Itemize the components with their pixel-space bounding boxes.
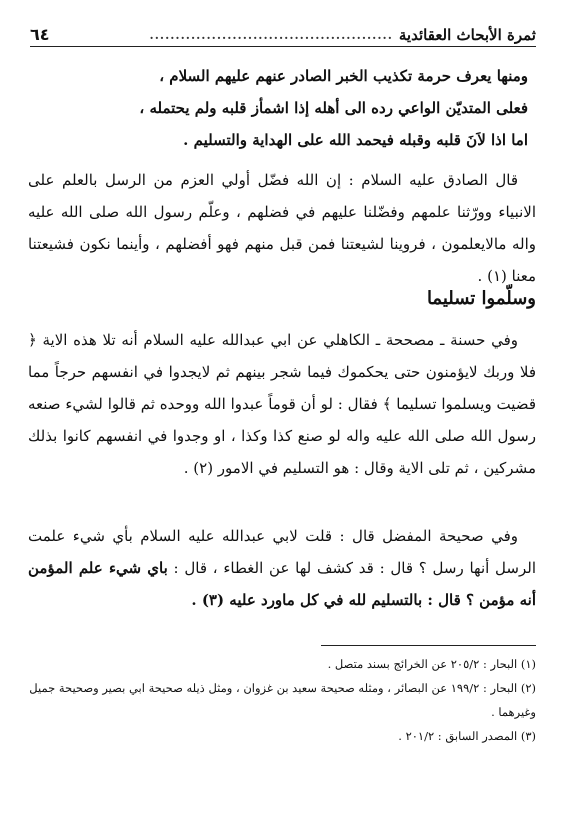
intro-line: فعلى المتديّن الواعي رده الى أهله إذا اشمأز قلبه ولم يحتمله ،	[139, 99, 528, 117]
footnote-divider	[321, 645, 536, 646]
paragraph-text: قال الصادق عليه السلام : إن الله فضّل أولي العزم من الرسل بالعلم على الانبياء وورّثنا علمهم وفضّلنا عليهم في فضلهم ، وعلّم رسول الله صلى الله عليه واله مالايعلمون ، فروينا لشيعتنا فمن قبل منهم فهو أفضلهم ، وأينما نكون فشيعتنا معنا (١) .	[28, 171, 536, 285]
paragraph-plain-part: وفي صحيحة المفضل قال : قلت لابي عبدالله عليه السلام بأي شيء علمت الرسل أنها رسل ؟ قال : قد كشف لها عن الغطاء ، قال :	[28, 527, 536, 577]
paragraph-mufaddal	[28, 520, 536, 616]
paragraph-bold-part: باي شيء علم المؤمن أنه مؤمن ؟ قال : بالتسليم لله في كل ماورد عليه (٣) .	[28, 559, 536, 609]
footnote-item: (٣) المصدر السابق : ٢٠١/٢ .	[398, 729, 536, 743]
leader-dots: ...............................................	[149, 28, 393, 42]
intro-line: ومنها يعرف حرمة تكذيب الخبر الصادر عنهم عليهم السلام ،	[159, 67, 528, 85]
footnotes	[28, 652, 536, 748]
intro-line: اما اذا لاَنَ قلبه وقبله فيحمد الله على الهداية والتسليم .	[183, 131, 528, 149]
paragraph-text: وفي حسنة ـ مصححة ـ الكاهلي عن ابي عبدالله عليه السلام أنه تلا هذه الاية ﴿ فلا وربك لايؤمنون حتى يحكموك فيما شجر بينهم ثم لايجدوا في انفسهم حرجاً مما قضيت ويسلموا تسليما ﴾ فقال : لو أن قوماً عبدوا الله ووحده ثم قالوا لشيء صنعه رسول الله صلى الله عليه واله لو صنع كذا وكذا ، او وجدوا في انفسهم كانوا بذلك مشركين ، ثم تلى الاية وقال : هو التسليم في الامور (٢) .	[28, 331, 536, 477]
intro-bold-block	[28, 60, 536, 156]
paragraph-sadiq	[28, 164, 536, 292]
page-number: ٦٤	[30, 25, 50, 44]
running-title: ثمرة الأبحاث العقائدية	[398, 26, 536, 44]
section-heading: وسلّموا تسليما	[426, 288, 536, 309]
paragraph-kahili	[28, 324, 536, 484]
footnote-item: (٢) البحار : ١٩٩/٢ عن البصائر ، ومثله صحيحة سعيد بن غزوان ، ومثل ذيله صحيحة ابي بصير وصحيحة جميل وغيرهما .	[29, 681, 536, 719]
paragraph-text	[28, 520, 536, 616]
page-header	[30, 22, 536, 47]
footnote-item: (١) البحار : ٢٠٥/٢ عن الخرائج بسند متصل .	[327, 657, 536, 671]
